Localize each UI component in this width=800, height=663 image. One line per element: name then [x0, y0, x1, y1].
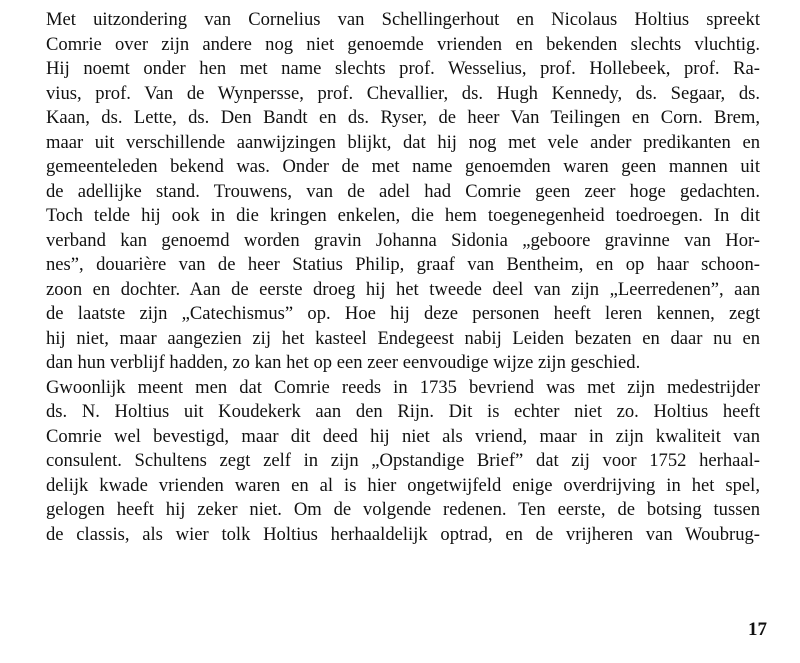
- text-line: de adellijke stand. Trouwens, van de adel had Comrie geen zeer hoge gedachten.: [46, 180, 760, 202]
- text-line: Kaan, ds. Lette, ds. Den Bandt en ds. Ryser, de heer Van Teilingen en Corn. Brem,: [46, 107, 760, 128]
- text-line: hij niet, maar aangezien zij het kasteel Endegeest nabij Leiden bezaten en daar nu en: [46, 327, 760, 349]
- text-line: gelogen heeft hij zeker niet. Om de volgende redenen. Ten eerste, de botsing tussen: [46, 499, 760, 520]
- text-line: zoon en dochter. Aan de eerste droeg hij het tweede deel van zijn „Leerredenen”, aan: [46, 278, 760, 300]
- text-line: dan hun verblijf hadden, zo kan het op een zeer eenvoudige wijze zijn geschied.: [46, 352, 641, 373]
- text-line: de laatste zijn „Catechismus” op. Hoe hij deze personen heeft leren kennen, zegt: [46, 303, 760, 324]
- text-line: consulent. Schultens zegt zelf in zijn „Opstandige Brief” dat zij voor 1752 herhaal-: [46, 450, 760, 471]
- text-line: maar uit verschillende aanwijzingen blijkt, dat hij nog met vele ander predikanten en: [46, 131, 760, 153]
- text-line: Met uitzondering van Cornelius van Schellingerhout en Nicolaus Holtius spreekt: [46, 9, 760, 30]
- text-line: verband kan genoemd worden gravin Johanna Sidonia „geboore gravinne van Hor-: [46, 229, 760, 251]
- text-line: Comrie wel bevestigd, maar dit deed hij niet als vriend, maar in zijn kwaliteit van: [46, 425, 760, 447]
- text-line: nes”, douarière van de heer Statius Philip, graaf van Bentheim, en op haar schoon-: [46, 254, 760, 275]
- text-line: delijk kwade vrienden waren en al is hier ongetwijfeld enige overdrijving in het spel,: [46, 474, 760, 496]
- text-line: Toch telde hij ook in die kringen enkelen, die hem toegenegenheid toedroegen. In dit: [46, 205, 760, 226]
- text-line: gemeenteleden bekend was. Onder de met name genoemden waren geen mannen uit: [46, 156, 760, 177]
- text-line: de classis, als wier tolk Holtius herhaaldelijk optrad, en de vrijheren van Woubrug-: [46, 523, 760, 545]
- text-line: Comrie over zijn andere nog niet genoemde vrienden en bekenden slechts vluchtig.: [46, 33, 760, 55]
- text-line: vius, prof. Van de Wynpersse, prof. Chevallier, ds. Hugh Kennedy, ds. Segaar, ds.: [46, 82, 760, 104]
- page-number: 17: [748, 619, 767, 640]
- page-text-block: [46, 8, 760, 547]
- text-line: Hij noemt onder hen met name slechts prof. Wesselius, prof. Hollebeek, prof. Ra-: [46, 58, 760, 79]
- text-line: Gwoonlijk meent men dat Comrie reeds in 1735 bevriend was met zijn medestrijder: [46, 376, 760, 398]
- text-line: ds. N. Holtius uit Koudekerk aan den Rijn. Dit is echter niet zo. Holtius heeft: [46, 401, 760, 422]
